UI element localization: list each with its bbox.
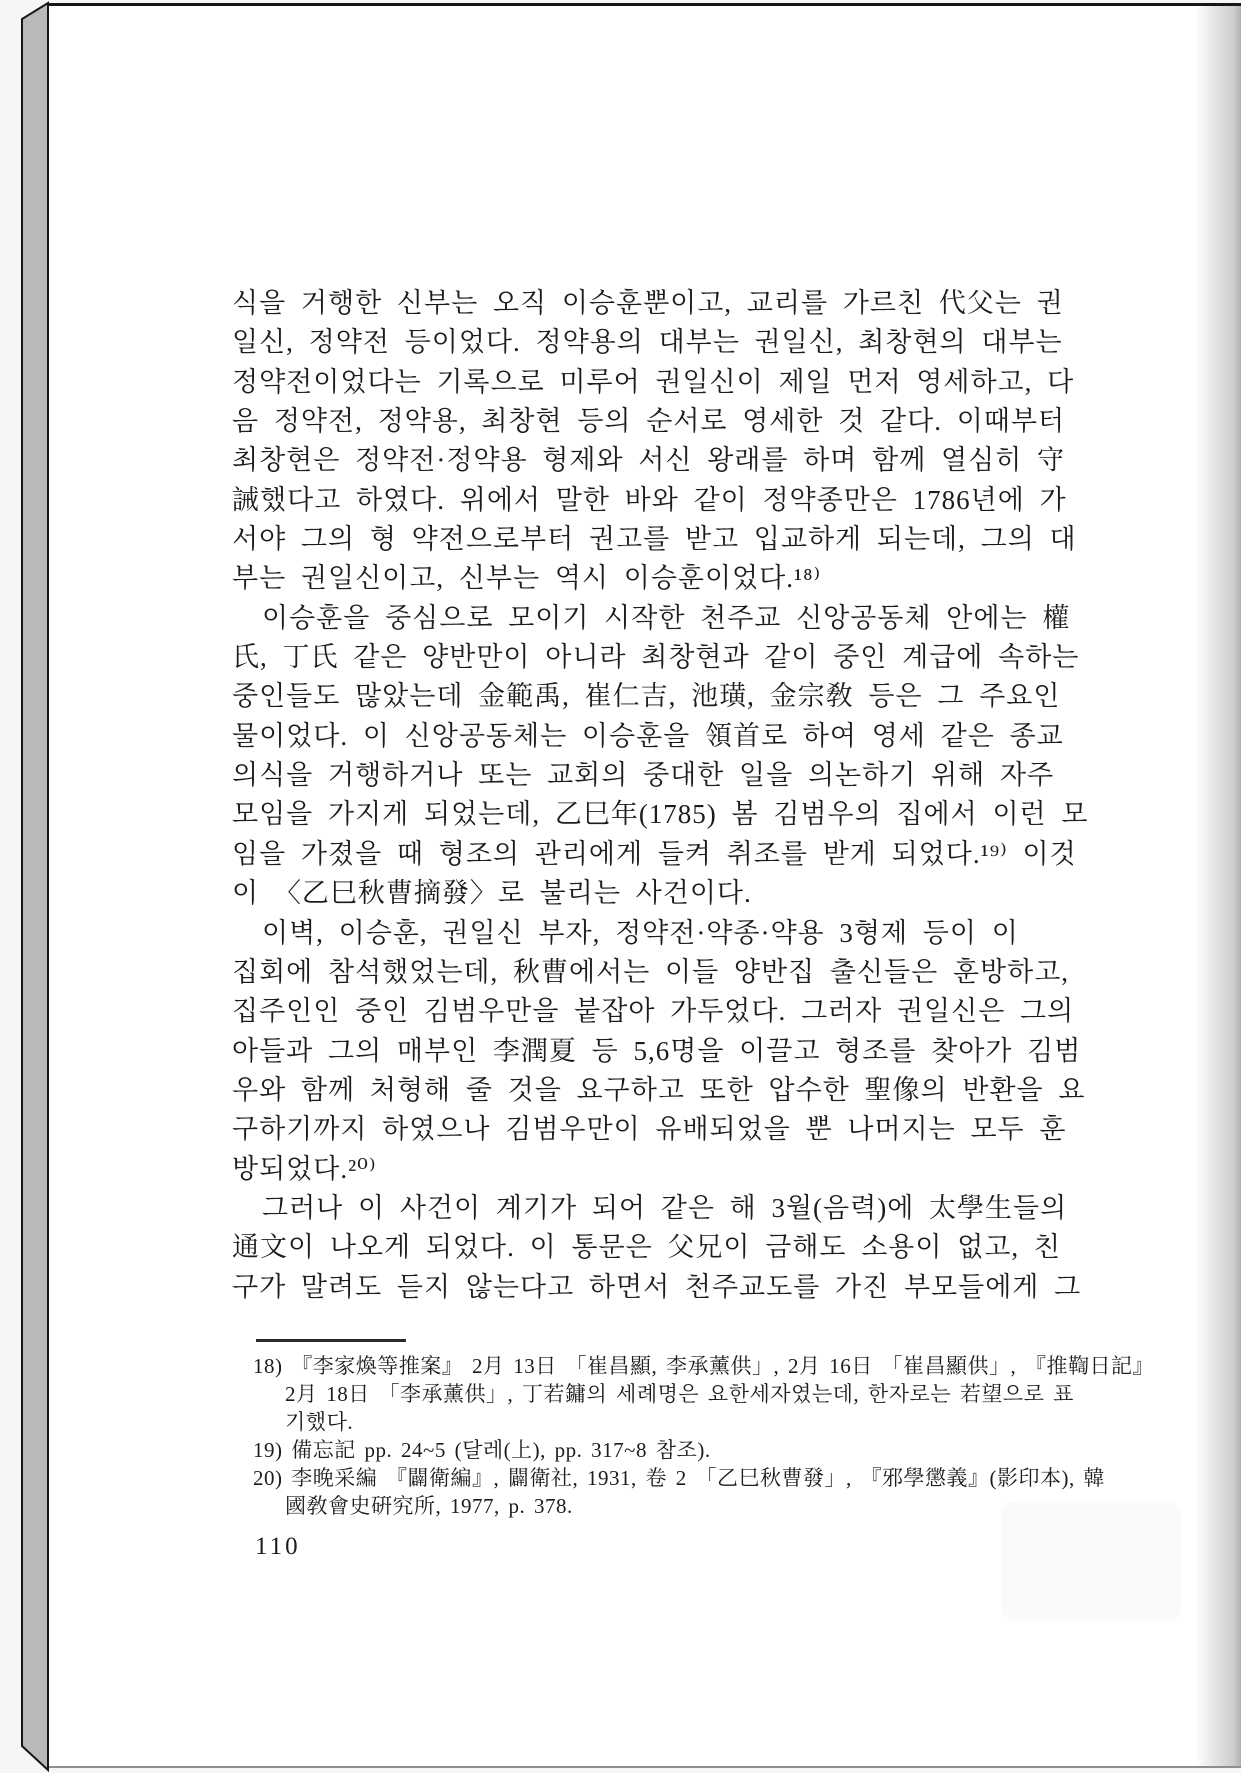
footnote-line: 國敎會史硏究所, 1977, p. 378. — [285, 1494, 573, 1518]
text-line: 이 〈乙巳秋曹摘發〉로 불리는 사건이다. — [232, 878, 752, 909]
text-line: 이벽, 이승훈, 권일신 부자, 정약전·약종·약용 3형제 등이 이 — [262, 917, 1019, 948]
text-line: 임을 가졌을 때 형조의 관리에게 들켜 취조를 받게 되었다.¹⁹⁾ 이것 — [232, 838, 1077, 869]
text-line: 정약전이었다는 기록으로 미루어 권일신이 제일 먼저 영세하고, 다 — [232, 366, 1075, 397]
spine-edge-shape — [22, 3, 48, 1770]
text-line: 집주인인 중인 김범우만을 붙잡아 가두었다. 그러자 권일신은 그의 — [232, 996, 1075, 1027]
text-line: 이승훈을 중심으로 모이기 시작한 천주교 신앙공동체 안에는 權 — [262, 602, 1071, 633]
text-line: 구가 말려도 듣지 않는다고 하면서 천주교도를 가진 부모들에게 그 — [232, 1271, 1082, 1302]
footnote-line: 기했다. — [285, 1410, 354, 1434]
footnote-line: 19) 備忘記 pp. 24~5 (달레(上), pp. 317~8 참조). — [253, 1438, 711, 1462]
footnote-line: 18) 『李家煥等推案』 2月 13日 「崔昌顯, 李承薰供」, 2月 16日 「崔昌顯供」, 『推鞫日記』 — [253, 1354, 1154, 1378]
text-line: 通文이 나오게 되었다. 이 통문은 父兄이 금해도 소용이 없고, 친 — [232, 1232, 1061, 1263]
text-line: 중인들도 많았는데 金範禹, 崔仁吉, 池璜, 金宗敎 등은 그 주요인 — [232, 681, 1061, 712]
text-line: 물이었다. 이 신앙공동체는 이승훈을 領首로 하여 영세 같은 종교 — [232, 720, 1064, 751]
text-line: 방되었다.²⁰⁾ — [232, 1153, 377, 1184]
text-line: 집회에 참석했었는데, 秋曹에서는 이들 양반집 출신들은 훈방하고, — [232, 956, 1070, 987]
text-line: 우와 함께 처형해 줄 것을 요구하고 또한 압수한 聖像의 반환을 요 — [232, 1074, 1086, 1105]
text-line: 구하기까지 하였으나 김범우만이 유배되었을 뿐 나머지는 모두 훈 — [232, 1114, 1067, 1145]
text-line: 아들과 그의 매부인 李潤夏 등 5,6명을 이끌고 형조를 찾아가 김범 — [232, 1035, 1082, 1066]
footnote-line: 2月 18日 「李承薰供」, 丁若鏞의 세례명은 요한세자였는데, 한자로는 若望으로 표 — [285, 1382, 1074, 1406]
text-line: 그러나 이 사건이 계기가 되어 같은 해 3월(음력)에 太學生들의 — [262, 1192, 1068, 1223]
text-line: 식을 거행한 신부는 오직 이승훈뿐이고, 교리를 가르친 代父는 권 — [232, 288, 1064, 318]
text-line: 최창현은 정약전·정약용 형제와 서신 왕래를 하며 함께 열심히 守 — [232, 445, 1066, 476]
text-line: 誡했다고 하였다. 위에서 말한 바와 같이 정약종만은 1786년에 가 — [232, 484, 1067, 515]
text-line: 음 정약전, 정약용, 최창현 등의 순서로 영세한 것 같다. 이때부터 — [232, 406, 1066, 437]
text-line: 의식을 거행하거나 또는 교회의 중대한 일을 의논하기 위해 자주 — [232, 760, 1055, 791]
text-line: 부는 권일신이고, 신부는 역시 이승훈이었다.¹⁸⁾ — [232, 563, 822, 594]
text-line: 모임을 가지게 되었는데, 乙巳年(1785) 봄 김범우의 집에서 이런 모 — [232, 799, 1089, 830]
text-line: 서야 그의 형 약전으로부터 권고를 받고 입교하게 되는데, 그의 대 — [232, 524, 1077, 555]
text-line: 氏, 丁氏 같은 양반만이 아니라 최창현과 같이 중인 계급에 속하는 — [232, 642, 1080, 673]
page-number: 110 — [255, 1533, 301, 1560]
footnote-line: 20) 李晚采編 『闢衛編』, 闢衛社, 1931, 卷 2 「乙巳秋曹發」, 『邪學懲義』(影印本), 韓 — [253, 1466, 1105, 1490]
text-line: 일신, 정약전 등이었다. 정약용의 대부는 권일신, 최창현의 대부는 — [232, 327, 1063, 358]
